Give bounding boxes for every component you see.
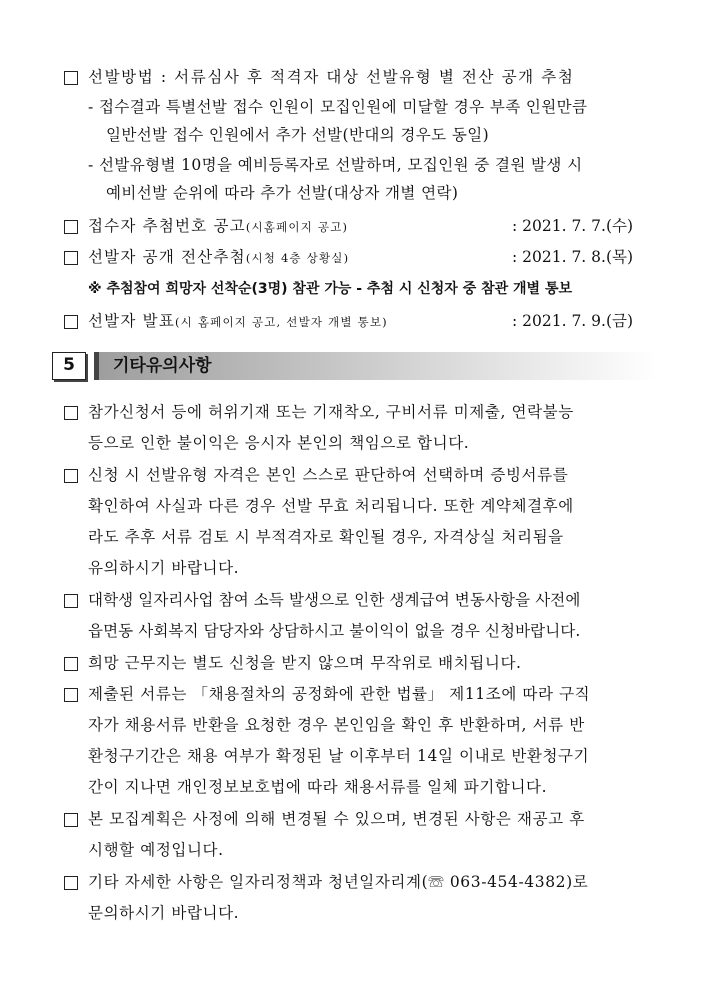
schedule-item-label	[88, 311, 388, 332]
schedule-label: 선발자 공개 전산추첨	[88, 248, 246, 266]
note-line: 문의하시기 바랍니다.	[88, 904, 240, 922]
note-line: 시행할 예정입니다.	[88, 841, 224, 859]
schedule-date: : 2021. 7. 9.(금)	[512, 312, 634, 330]
note-line: 환청구기간은 채용 여부가 확정된 날 이후부터 14일 이내로 반환청구기	[88, 747, 590, 765]
note-line: 대학생 일자리사업 참여 소득 발생으로 인한 생계급여 변동사항을 사전에	[88, 591, 581, 609]
checkbox-icon	[64, 220, 78, 234]
schedule-item-label	[88, 216, 348, 237]
checkbox-icon	[64, 251, 78, 265]
schedule-note: (시청 4층 상황실)	[245, 251, 350, 265]
schedule-date: : 2021. 7. 7.(수)	[512, 217, 634, 235]
note-line: 신청 시 선발유형 자격은 본인 스스로 판단하여 선택하며 증빙서류를	[88, 466, 569, 484]
schedule-item-label	[88, 247, 349, 268]
checkbox-icon	[64, 71, 78, 85]
selection-method: 선발방법 : 서류심사 후 적격자 대상 선발유형 별 전산 공개 추첨	[88, 68, 575, 86]
checkbox-icon	[64, 813, 78, 827]
checkbox-icon	[64, 876, 78, 890]
dash-item: - 선발유형별 10명을 예비등록자로 선발하며, 모집인원 중 결원 발생 시	[88, 156, 583, 174]
note-line: 확인하여 사실과 다른 경우 선발 무효 처리됩니다. 또한 계약체결후에	[88, 497, 574, 515]
note-line: 자가 채용서류 반환을 요청한 경우 본인임을 확인 후 반환하며, 서류 반	[88, 716, 585, 734]
schedule-note: (시 홈페이지 공고, 선발자 개별 통보)	[175, 315, 388, 329]
section-title: 기타유의사항	[113, 356, 212, 376]
note-line: 유의하시기 바랍니다.	[88, 559, 240, 577]
note-line: 라도 추후 서류 검토 시 부적격자로 확인될 경우, 자격상실 처리됨을	[88, 528, 564, 546]
note-line: 간이 지나면 개인정보보호법에 따라 채용서류를 일체 파기합니다.	[88, 778, 548, 796]
section-header	[52, 350, 656, 384]
note-line: 본 모집계획은 사정에 의해 변경될 수 있으며, 변경된 사항은 재공고 후	[88, 810, 585, 828]
dash-item: - 접수결과 특별선발 접수 인원이 모집인원에 미달할 경우 부족 인원만큼	[88, 98, 588, 116]
dash-item-cont: 일반선발 접수 인원에서 추가 선발(반대의 경우도 동일)	[106, 126, 490, 144]
schedule-label: 접수자 추첨번호 공고	[88, 217, 246, 235]
checkbox-icon	[64, 469, 78, 483]
note-line: 기타 자세한 사항은 일자리정책과 청년일자리계(☏ 063-454-4382)로	[88, 873, 589, 891]
note-line: 읍면동 사회복지 담당자와 상담하시고 불이익이 없을 경우 신청바랍니다.	[88, 622, 581, 640]
checkbox-icon	[64, 406, 78, 420]
section-number: 5	[52, 352, 86, 380]
note-line: 제출된 서류는 「채용절차의 공정화에 관한 법률」 제11조에 따라 구직	[88, 685, 591, 703]
checkbox-icon	[64, 315, 78, 329]
section-title-bar	[94, 352, 656, 380]
note-line: 참가신청서 등에 허위기재 또는 기재착오, 구비서류 미제출, 연락불능	[88, 403, 574, 421]
checkbox-icon	[64, 594, 78, 608]
dash-item-cont: 예비선발 순위에 따라 추가 선발(대상자 개별 연락)	[106, 184, 459, 202]
schedule-date: : 2021. 7. 8.(목)	[512, 248, 634, 266]
notice-text: ※ 추첨참여 희망자 선착순(3명) 참관 가능 - 추첨 시 신청자 중 참관 개별 통보	[88, 281, 572, 297]
note-line: 희망 근무지는 별도 신청을 받지 않으며 무작위로 배치됩니다.	[88, 654, 522, 672]
checkbox-icon	[64, 688, 78, 702]
schedule-note: (시홈페이지 공고)	[245, 220, 349, 234]
checkbox-icon	[64, 657, 78, 671]
schedule-label: 선발자 발표	[88, 312, 175, 330]
note-line: 등으로 인한 불이익은 응시자 본인의 책임으로 합니다.	[88, 434, 470, 452]
